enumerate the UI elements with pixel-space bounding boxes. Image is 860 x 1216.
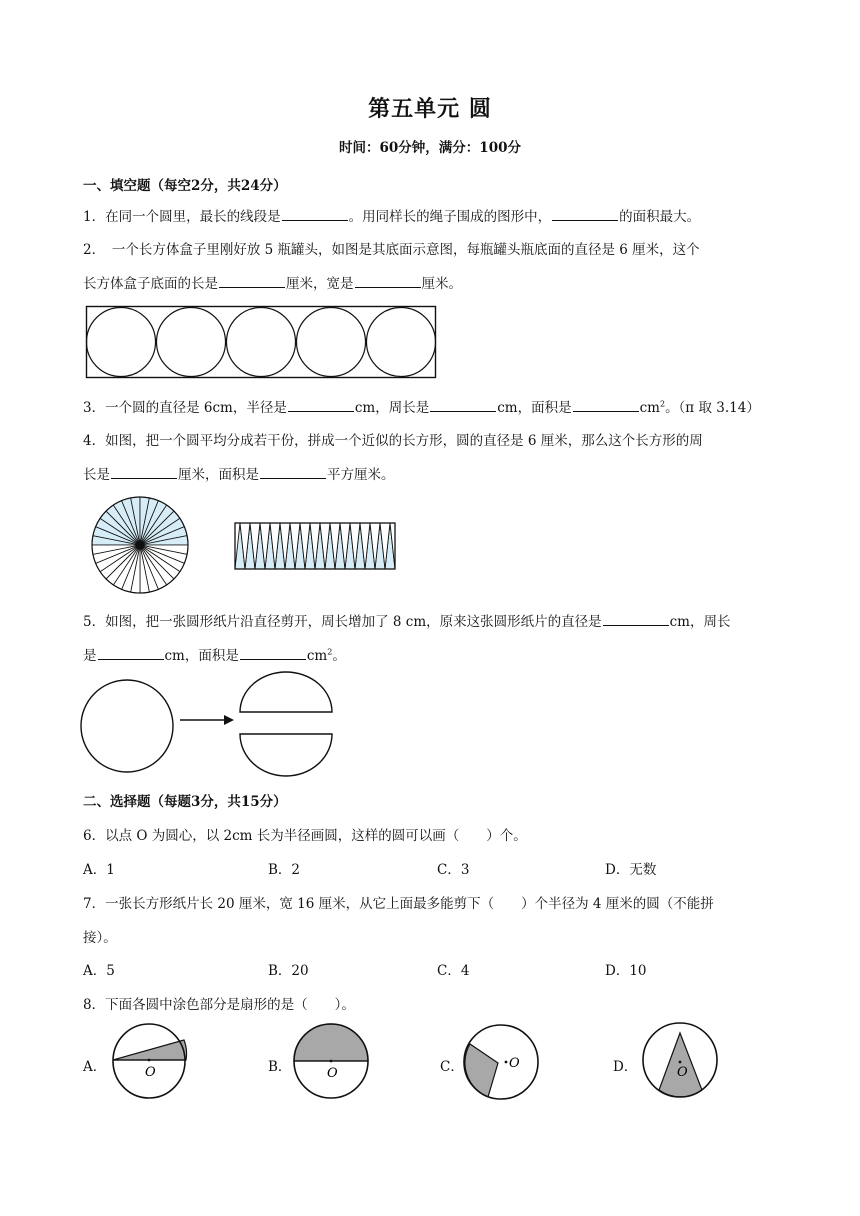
arrow-icon [180,715,234,725]
question-4-line2 [83,463,395,483]
divided-circle [92,497,188,593]
q5-text-f: 。 [332,648,346,664]
q3-text-c: cm，面积是 [497,400,572,416]
page-subtitle: 时间：60分钟，满分：100分 [339,140,521,156]
answer-blank[interactable] [260,466,326,479]
q8-circle-a [110,1024,190,1102]
q5-text-c: 是 [83,648,97,664]
q2-text-c: 厘米。 [421,276,462,292]
q8-circle-b [292,1024,372,1102]
question-1 [83,205,700,225]
q3-unit: cm [639,400,660,416]
question-4-line1: 4．如图，把一个圆平均分成若干份，拼成一个近似的长方形，圆的直径是 6 厘米，那么这个长方形的周 [83,433,703,449]
five-circles-in-box-figure [86,306,436,378]
q1-text-a: 1．在同一个圆里，最长的线段是 [83,209,281,225]
center-label: O [509,1056,520,1071]
q3-text-b: cm，周长是 [354,400,430,416]
answer-blank[interactable] [355,275,421,288]
question-6: 6．以点 O 为圆心，以 2cm 长为半径画圆，这样的圆可以画（ ）个。 [83,828,527,844]
question-8: 8．下面各圆中涂色部分是扇形的是（ ）。 [83,997,355,1013]
q2-text-a: 长方体盒子底面的长是 [83,276,218,292]
cut-circle-figure [80,672,340,782]
question-5-line1 [83,610,731,630]
q4-text-a: 长是 [83,467,110,483]
q8-option-b[interactable]: B． [268,1059,292,1075]
q4-text-c: 平方厘米。 [327,467,395,483]
question-2-line2 [83,272,462,292]
question-7-line1: 7．一张长方形纸片长 20 厘米，宽 16 厘米，从它上面最多能剪下（ ）个半径为 4 厘米的圆（不能拼 [83,896,714,912]
q2-text-b: 厘米，宽是 [286,276,354,292]
q7-option-a[interactable]: A．5 [83,963,115,979]
q7-option-c[interactable]: C．4 [437,963,470,979]
section-heading-choice: 二、选择题（每题3分，共15分） [83,794,287,810]
answer-blank[interactable] [573,399,639,412]
q1-text-c: 的面积最大。 [619,209,701,225]
q8-circle-d [640,1022,720,1100]
q6-option-b[interactable]: B．2 [268,862,301,878]
q6-option-c[interactable]: C．3 [437,862,470,878]
answer-blank[interactable] [111,466,177,479]
question-7-line2: 接）。 [83,930,117,946]
answer-blank[interactable] [282,208,348,221]
q5-text-a: 5．如图，把一张圆形纸片沿直径剪开，周长增加了 8 cm，原来这张圆形纸片的直径是 [83,614,602,630]
question-5-line2 [83,644,346,664]
q8-option-d[interactable]: D． [613,1059,638,1075]
page-title: 第五单元 圆 [368,96,492,122]
q1-text-b: 。用同样长的绳子围成的图形中， [348,209,552,225]
question-2-line1: 2． 一个长方体盒子里刚好放 5 瓶罐头，如图是其底面示意图，每瓶罐头瓶底面的直径是 6 厘米，这个 [83,242,700,258]
q5-unit-sup: 2 [327,647,333,657]
question-3 [83,396,760,416]
center-label: O [677,1065,688,1080]
q7-option-d[interactable]: D．10 [605,963,647,979]
approx-rectangle [235,523,395,569]
q3-unit-sup: 2 [659,399,666,409]
circle-to-rectangle-figure [90,495,410,595]
q3-text-a: 3．一个圆的直径是 6cm，半径是 [83,400,287,416]
answer-blank[interactable] [430,399,496,412]
q8-circle-c [462,1024,542,1102]
q7-option-b[interactable]: B．20 [268,963,309,979]
answer-blank[interactable] [219,275,285,288]
answer-blank[interactable] [603,613,669,626]
answer-blank[interactable] [288,399,354,412]
q8-option-a[interactable]: A． [83,1059,107,1075]
q5-text-d: cm，面积是 [164,648,239,664]
q8-option-c[interactable]: C． [440,1059,464,1075]
answer-blank[interactable] [552,208,618,221]
q3-text-e: 。（π 取 3.14） [665,400,760,416]
center-label: O [145,1065,156,1080]
q4-text-b: 厘米，面积是 [178,467,259,483]
q5-unit: cm [306,648,328,664]
q6-option-a[interactable]: A．1 [83,862,115,878]
q6-option-d[interactable]: D．无数 [605,862,657,878]
answer-blank[interactable] [98,647,164,660]
center-label: O [327,1066,338,1081]
section-heading-fill-in: 一、填空题（每空2分，共24分） [83,178,287,194]
q5-text-b: cm，周长 [669,614,731,630]
answer-blank[interactable] [240,647,306,660]
